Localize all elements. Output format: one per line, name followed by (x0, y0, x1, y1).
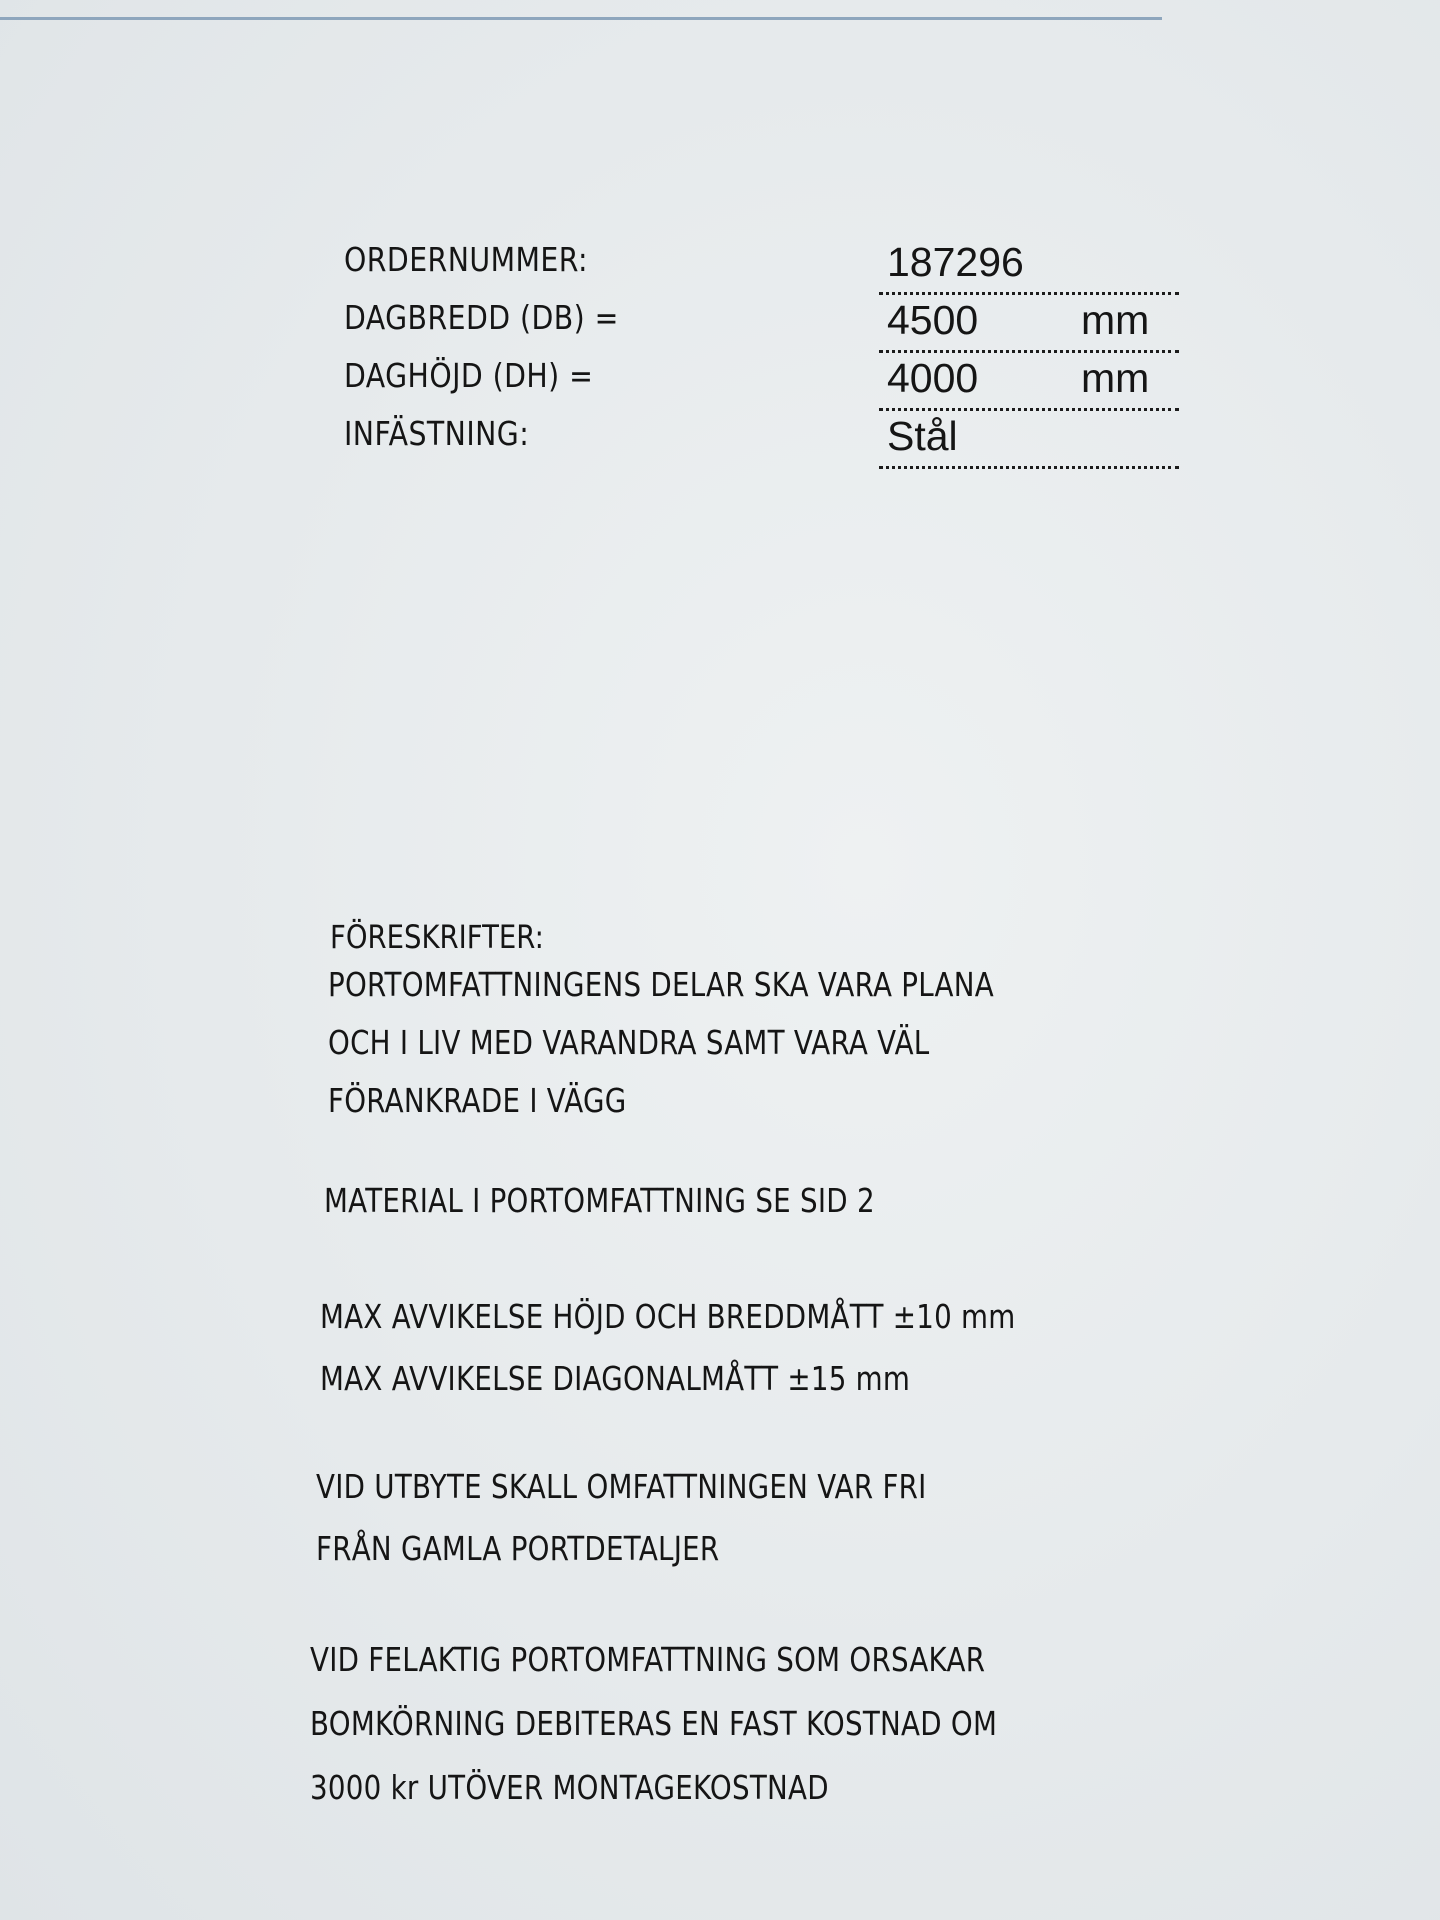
mounting-value: Stål (887, 413, 958, 459)
daylight-width-field (879, 286, 1179, 353)
paragraph-incorrect-frame-fee (310, 1628, 997, 1820)
daylight-height-row (344, 344, 1184, 402)
daylight-height-unit: mm (1081, 355, 1150, 401)
paragraph-replacement (316, 1456, 927, 1580)
paragraph-line: VID FELAKTIG PORTOMFATTNING SOM ORSAKAR (310, 1640, 986, 1679)
paragraph-line: FÖRANKRADE I VÄGG (328, 1081, 627, 1120)
paragraph-material (324, 1172, 875, 1230)
daylight-height-label: DAGHÖJD (DH) = (344, 356, 594, 395)
paragraph-tolerances (320, 1286, 1016, 1410)
daylight-width-label: DAGBREDD (DB) = (344, 298, 619, 337)
paragraph-line: OCH I LIV MED VARANDRA SAMT VARA VÄL (328, 1023, 930, 1062)
daylight-width-value: 4500 (887, 297, 979, 343)
paragraph-line: MAX AVVIKELSE HÖJD OCH BREDDMÅTT ±10 mm (320, 1297, 1016, 1336)
paragraph-line: BOMKÖRNING DEBITERAS EN FAST KOSTNAD OM (310, 1704, 998, 1743)
paragraph-line: VID UTBYTE SKALL OMFATTNINGEN VAR FRI (316, 1467, 927, 1506)
daylight-height-value: 4000 (887, 355, 979, 401)
order-number-value: 187296 (887, 239, 1024, 285)
paragraph-line: MATERIAL I PORTOMFATTNING SE SID 2 (324, 1181, 875, 1220)
daylight-width-unit: mm (1081, 297, 1150, 343)
paragraph-line: FRÅN GAMLA PORTDETALJER (316, 1529, 720, 1568)
paragraph-frame-requirements (328, 956, 994, 1130)
mounting-field (879, 402, 1179, 469)
order-info-table (344, 228, 1184, 460)
mounting-row (344, 402, 1184, 460)
order-number-field (879, 228, 1179, 295)
paragraph-line: MAX AVVIKELSE DIAGONALMÅTT ±15 mm (320, 1359, 911, 1398)
paragraph-line: 3000 kr UTÖVER MONTAGEKOSTNAD (310, 1768, 829, 1807)
top-border-line (0, 17, 1162, 20)
paragraph-line: PORTOMFATTNINGENS DELAR SKA VARA PLANA (328, 965, 994, 1004)
regulations-heading: FÖRESKRIFTER: (330, 918, 544, 956)
daylight-width-row (344, 286, 1184, 344)
order-number-row (344, 228, 1184, 286)
daylight-height-field (879, 344, 1179, 411)
order-number-label: ORDERNUMMER: (344, 240, 589, 279)
mounting-label: INFÄSTNING: (344, 414, 530, 453)
